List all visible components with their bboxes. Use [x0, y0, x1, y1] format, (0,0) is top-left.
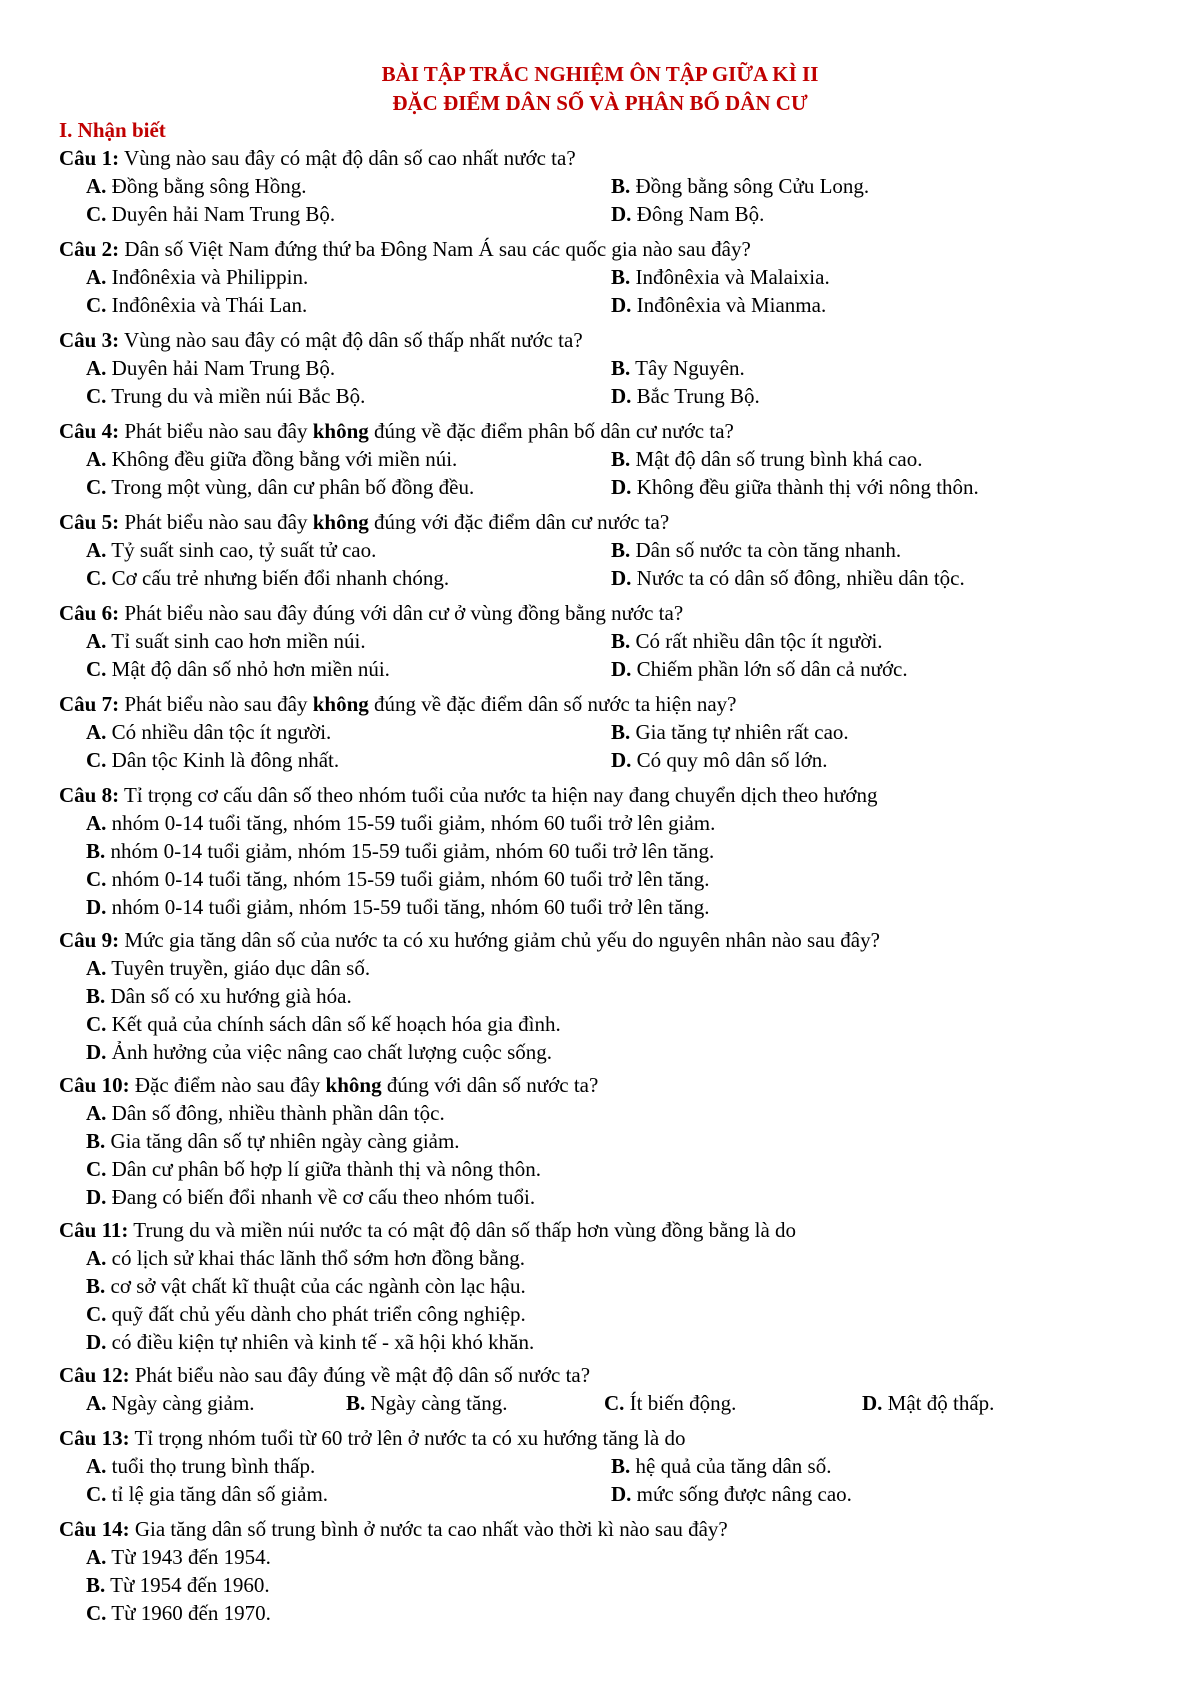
option-a: A. nhóm 0-14 tuổi tăng, nhóm 15-59 tuổi giảm, nhóm 60 tuổi trở lên giảm.: [86, 811, 716, 835]
option-a: A. Tỉ suất sinh cao hơn miền núi.: [86, 629, 366, 653]
question-3: [59, 326, 1149, 410]
question-stem: Câu 10: Đặc điểm nào sau đây không đúng với dân số nước ta?: [59, 1073, 599, 1097]
question-stem: Câu 5: Phát biểu nào sau đây không đúng với đặc điểm dân cư nước ta?: [59, 510, 670, 534]
option-a: A. tuổi thọ trung bình thấp.: [86, 1454, 316, 1478]
question-9: [59, 926, 1149, 1066]
option-c: C. tỉ lệ gia tăng dân số giảm.: [86, 1482, 329, 1506]
question-stem: Câu 1: Vùng nào sau đây có mật độ dân số cao nhất nước ta?: [59, 146, 576, 170]
question-stem: Câu 9: Mức gia tăng dân số của nước ta có xu hướng giảm chủ yếu do nguyên nhân nào sau đây?: [59, 928, 880, 952]
option-a: A. có lịch sử khai thác lãnh thổ sớm hơn đồng bằng.: [86, 1246, 525, 1270]
option-b: B. Gia tăng tự nhiên rất cao.: [611, 720, 849, 744]
title-line-2: ĐẶC ĐIỂM DÂN SỐ VÀ PHÂN BỐ DÂN CƯ: [392, 91, 808, 115]
option-d: D. Có quy mô dân số lớn.: [611, 748, 828, 772]
option-a: A. Dân số đông, nhiều thành phần dân tộc.: [86, 1101, 445, 1125]
question-stem: Câu 11: Trung du và miền núi nước ta có mật độ dân số thấp hơn vùng đồng bằng là do: [59, 1218, 797, 1242]
question-stem: Câu 4: Phát biểu nào sau đây không đúng về đặc điểm phân bố dân cư nước ta?: [59, 419, 734, 443]
option-c: C. Kết quả của chính sách dân số kế hoạch hóa gia đình.: [86, 1012, 561, 1036]
question-6: [59, 599, 1149, 683]
option-a: A. Ngày càng giảm.: [86, 1391, 255, 1415]
option-b: B. Dân số có xu hướng già hóa.: [86, 984, 352, 1008]
option-d: D. Đông Nam Bộ.: [611, 202, 765, 226]
option-b: B. Có rất nhiều dân tộc ít người.: [611, 629, 883, 653]
option-d: D. Mật độ thấp.: [862, 1391, 995, 1415]
option-b: B. Đồng bằng sông Cửu Long.: [611, 174, 870, 198]
question-stem: Câu 13: Tỉ trọng nhóm tuổi từ 60 trở lên ở nước ta có xu hướng tăng là do: [59, 1426, 686, 1450]
option-c: C. Ít biến động.: [604, 1391, 737, 1415]
option-b: B. Tây Nguyên.: [611, 356, 745, 380]
question-11: [59, 1216, 1149, 1356]
option-c: C. Mật độ dân số nhỏ hơn miền núi.: [86, 657, 390, 681]
question-12: [59, 1361, 1149, 1417]
question-4: [59, 417, 1149, 501]
option-c: C. Inđônêxia và Thái Lan.: [86, 293, 308, 317]
option-b: B. cơ sở vật chất kĩ thuật của các ngành còn lạc hậu.: [86, 1274, 526, 1298]
question-stem: Câu 6: Phát biểu nào sau đây đúng với dân cư ở vùng đồng bằng nước ta?: [59, 601, 684, 625]
option-c: C. nhóm 0-14 tuổi tăng, nhóm 15-59 tuổi giảm, nhóm 60 tuổi trở lên tăng.: [86, 867, 710, 891]
option-d: D. Bắc Trung Bộ.: [611, 384, 760, 408]
option-a: A. Inđônêxia và Philippin.: [86, 265, 309, 289]
option-d: D. Ảnh hưởng của việc nâng cao chất lượng cuộc sống.: [86, 1040, 553, 1064]
question-7: [59, 690, 1149, 774]
option-c: C. quỹ đất chủ yếu dành cho phát triển công nghiệp.: [86, 1302, 526, 1326]
option-a: A. Không đều giữa đồng bằng với miền núi.: [86, 447, 458, 471]
question-13: [59, 1424, 1149, 1508]
question-stem: Câu 3: Vùng nào sau đây có mật độ dân số thấp nhất nước ta?: [59, 328, 583, 352]
option-d: D. Inđônêxia và Mianma.: [611, 293, 827, 317]
option-c: C. Dân cư phân bố hợp lí giữa thành thị và nông thôn.: [86, 1157, 541, 1181]
section-heading: I. Nhận biết: [59, 118, 166, 142]
option-c: C. Duyên hải Nam Trung Bộ.: [86, 202, 336, 226]
option-d: D. có điều kiện tự nhiên và kinh tế - xã hội khó khăn.: [86, 1330, 535, 1354]
option-d: D. mức sống được nâng cao.: [611, 1482, 852, 1506]
option-d: D. Không đều giữa thành thị với nông thôn.: [611, 475, 979, 499]
question-stem: Câu 2: Dân số Việt Nam đứng thứ ba Đông Nam Á sau các quốc gia nào sau đây?: [59, 237, 751, 261]
question-8: [59, 781, 1149, 921]
option-c: C. Từ 1960 đến 1970.: [86, 1601, 271, 1625]
question-10: [59, 1071, 1149, 1211]
option-a: A. Từ 1943 đến 1954.: [86, 1545, 271, 1569]
option-d: D. Chiếm phần lớn số dân cả nước.: [611, 657, 908, 681]
option-a: A. Đồng bằng sông Hồng.: [86, 174, 307, 198]
option-d: D. Đang có biến đổi nhanh về cơ cấu theo nhóm tuổi.: [86, 1185, 536, 1209]
option-b: B. Từ 1954 đến 1960.: [86, 1573, 270, 1597]
option-c: C. Dân tộc Kinh là đông nhất.: [86, 748, 340, 772]
question-stem: Câu 8: Tỉ trọng cơ cấu dân số theo nhóm tuổi của nước ta hiện nay đang chuyển dịch theo hướng: [59, 783, 878, 807]
option-b: B. Inđônêxia và Malaixia.: [611, 265, 830, 289]
option-b: B. hệ quả của tăng dân số.: [611, 1454, 832, 1478]
option-a: A. Có nhiều dân tộc ít người.: [86, 720, 332, 744]
option-a: A. Tỷ suất sinh cao, tỷ suất tử cao.: [86, 538, 377, 562]
option-b: B. Dân số nước ta còn tăng nhanh.: [611, 538, 902, 562]
option-c: C. Trung du và miền núi Bắc Bộ.: [86, 384, 366, 408]
option-b: B. nhóm 0-14 tuổi giảm, nhóm 15-59 tuổi giảm, nhóm 60 tuổi trở lên tăng.: [86, 839, 715, 863]
question-14: [59, 1515, 1149, 1627]
option-d: D. Nước ta có dân số đông, nhiều dân tộc.: [611, 566, 965, 590]
option-a: A. Duyên hải Nam Trung Bộ.: [86, 356, 336, 380]
option-b: B. Ngày càng tăng.: [346, 1391, 508, 1415]
question-stem: Câu 14: Gia tăng dân số trung bình ở nước ta cao nhất vào thời kì nào sau đây?: [59, 1517, 728, 1541]
title-line-1: BÀI TẬP TRẮC NGHIỆM ÔN TẬP GIỮA KÌ II: [381, 62, 819, 86]
question-5: [59, 508, 1149, 592]
option-d: D. nhóm 0-14 tuổi giảm, nhóm 15-59 tuổi tăng, nhóm 60 tuổi trở lên tăng.: [86, 895, 710, 919]
option-a: A. Tuyên truyền, giáo dục dân số.: [86, 956, 371, 980]
question-2: [59, 235, 1149, 319]
option-b: B. Gia tăng dân số tự nhiên ngày càng giảm.: [86, 1129, 460, 1153]
option-b: B. Mật độ dân số trung bình khá cao.: [611, 447, 923, 471]
question-stem: Câu 12: Phát biểu nào sau đây đúng về mật độ dân số nước ta?: [59, 1363, 591, 1387]
option-c: C. Cơ cấu trẻ nhưng biến đổi nhanh chóng.: [86, 566, 450, 590]
option-c: C. Trong một vùng, dân cư phân bố đồng đều.: [86, 475, 475, 499]
question-stem: Câu 7: Phát biểu nào sau đây không đúng về đặc điểm dân số nước ta hiện nay?: [59, 692, 737, 716]
question-1: [59, 144, 1149, 228]
